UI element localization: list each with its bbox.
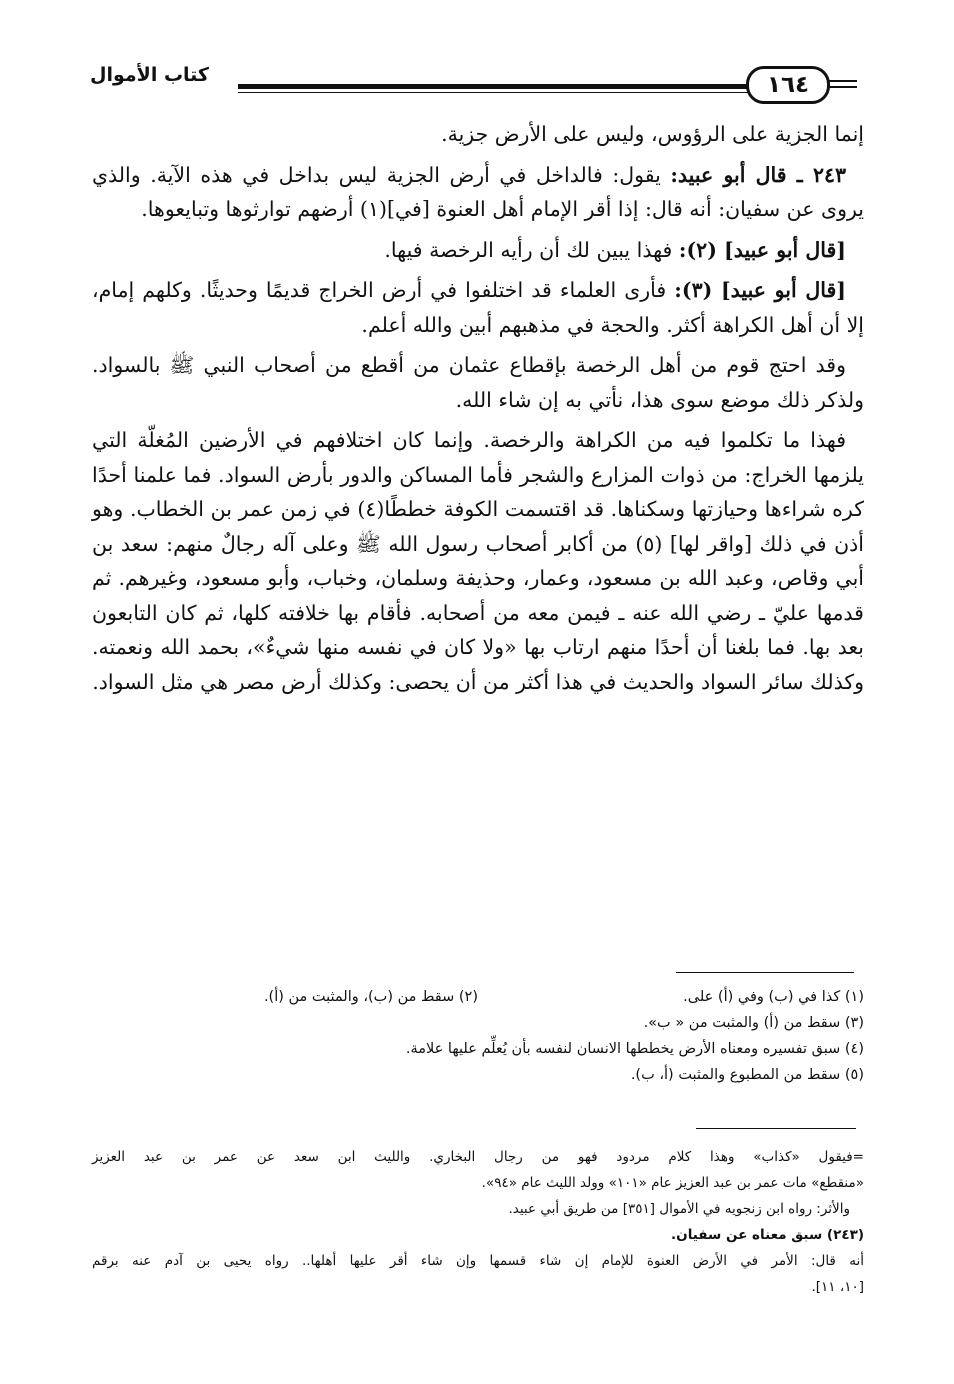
footnote-1: (١) كذا في (ب) وفي (أ) على. (683, 989, 864, 1005)
commentary-heading: (٢٤٣) سبق معناه عن سفيان. (671, 1227, 864, 1243)
footnotes (92, 984, 864, 1088)
commentary-line: =فيقول «كذاب» وهذا كلام مردود فهو من رجال البخاري. والليث ابن سعد عن عمر بن عبد العزيز (92, 1149, 864, 1165)
footnote-5: (٥) سقط من المطبوع والمثبت (أ، ب). (630, 1067, 864, 1083)
paragraph-text: فهذا يبين لك أن رأيه الرخصة فيها. (384, 237, 673, 262)
paragraph-heading: [قال أبو عبيد] (٣): (674, 278, 846, 302)
commentary (92, 1144, 864, 1300)
paragraph-heading: [قال أبو عبيد] (٢): (678, 237, 846, 262)
commentary-line: [١٠، ١١]. (811, 1279, 864, 1295)
commentary-line: والأثر: رواه ابن زنجويه في الأموال [٣٥١] من طريق أبي عبيد. (508, 1201, 850, 1217)
paragraph (92, 348, 864, 417)
paragraph-text: وقد احتج قوم من أهل الرخصة بإقطاع عثمان من أقطع من أصحاب النبي ﷺ بالسواد. ولذكر ذلك موضع سوى هذا، نأتي به إن شاء الله. (92, 353, 864, 412)
paragraph (92, 423, 864, 699)
paragraph-text: فأرى العلماء قد اختلفوا في أرض الخراج قديمًا وحديثًا. وكلهم إمام، إلا أن أهل الكراهة أكثر. والحجة في مذهبهم أبين والله أعلم. (92, 278, 864, 337)
paragraph-text: إنما الجزية على الرؤوس، وليس على الأرض جزية. (441, 122, 864, 146)
paragraph-heading: ٢٤٣ ـ قال أبو عبيد: (670, 162, 846, 187)
footnote-row (92, 984, 864, 1010)
page-number: ١٦٤ (746, 66, 830, 104)
paragraph-text: يقول: فالداخل في أرض الجزية ليس بداخل في هذه الآية. والذي يروى عن سفيان: أنه قال: إذا أقر الإمام أهل العنوة [في](١) أرضهم توارثوها وتبايعوها. (92, 162, 864, 221)
commentary-line: أنه قال: الأمر في الأرض العنوة للإمام إن شاء قسمها وإن شاء أقر عليها أهلها.. رواه يحيى بن آدم عنه برقم (92, 1253, 864, 1269)
paragraph (92, 233, 864, 268)
main-text (92, 117, 864, 705)
paragraph (92, 273, 864, 342)
commentary-separator (696, 1128, 856, 1129)
footnote-3: (٣) سقط من (أ) والمثبت من « ب». (643, 1015, 864, 1031)
commentary-line: «منقطع» مات عمر بن عبد العزيز عام «١٠١» وولد الليث عام «٩٤». (481, 1175, 864, 1191)
footnote-4: (٤) سبق تفسيره ومعناه الأرض يخططها الانسان لنفسه بأن يُعلِّم عليها علامة. (405, 1041, 864, 1057)
header-rule-thick (238, 84, 823, 89)
header-ornament-line (827, 80, 857, 82)
footnote-separator (676, 972, 854, 973)
paragraph (92, 117, 864, 152)
footnote-2: (٢) سقط من (ب)، والمثبت من (أ). (263, 989, 478, 1005)
page-header (90, 62, 866, 112)
book-title: كتاب الأموال (90, 64, 209, 86)
header-rule-thin (238, 92, 823, 93)
paragraph-text: فهذا ما تكلموا فيه من الكراهة والرخصة. وإنما كان اختلافهم في الأرضين المُغلّة التي يلزمها الخراج: من ذوات المزارع والشجر فأما المساكن والدور بأرض السواد. فما علمنا أحدًا كره شراءها وحيازتها وسكناها. قد اقتسمت الكوفة خططًا(٤) في زمن عمر بن الخطاب. وهو أذن في ذلك [واقر لها] (٥) من أكابر أصحاب رسول الله ﷺ وعلى آله رجالٌ منهم: سعد بن أبي وقاص، وعبد الله بن مسعود، وعمار، وحذيفة وسلمان، وخباب، وأبو مسعود، وغيرهم. ثم قدمها عليّ ـ رضي الله عنه ـ فيمن معه من أصحابه. فأقام بها خلافته كلها، ثم كان التابعون بعد بها. فما بلغنا أن أحدًا منهم ارتاب بها «ولا كان في نفسه منها شيءٌ»، بحمد الله ونعمته. وكذلك سائر السواد والحديث في هذا أكثر من أن يحصى: وكذلك أرض مصر هي مثل السواد. (92, 428, 864, 694)
paragraph (92, 158, 864, 227)
header-ornament-line (827, 86, 857, 88)
